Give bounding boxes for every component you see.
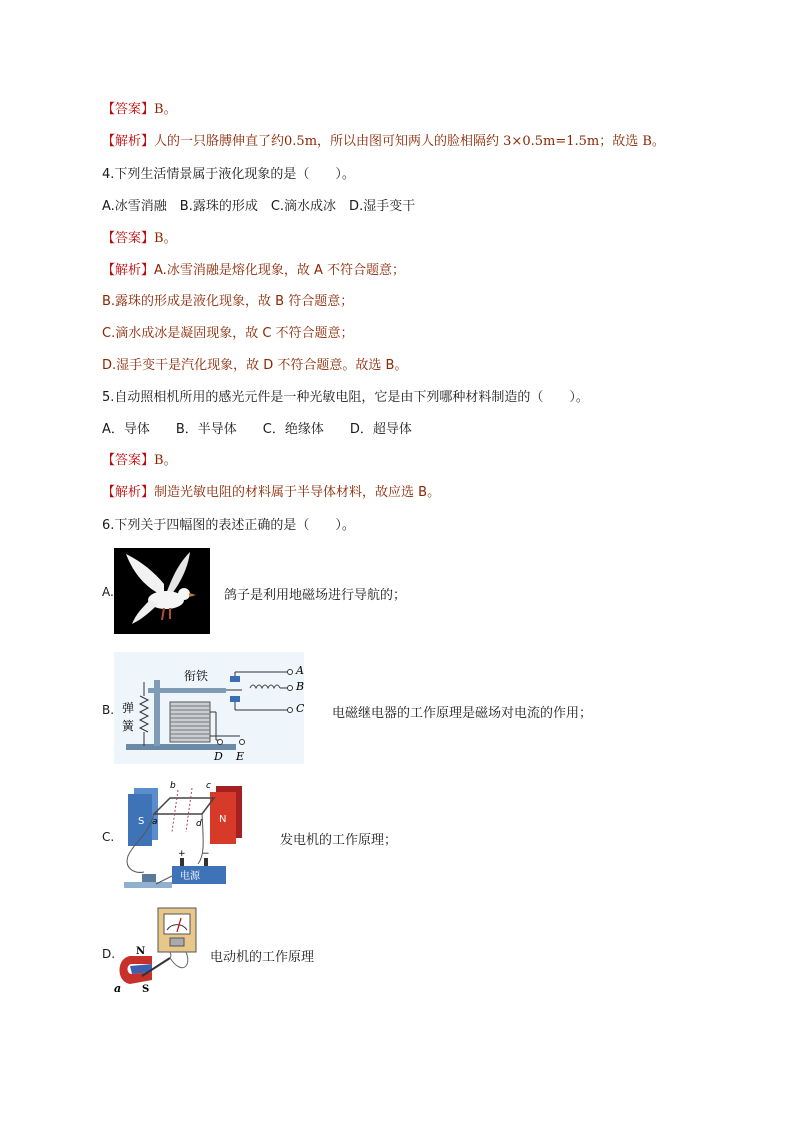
relay-terminal-a: A: [296, 664, 304, 677]
analysis-text: 制造光敏电阻的材料属于半导体材料，故应选 B。: [154, 485, 441, 500]
magnet-pole-s: S: [138, 816, 145, 827]
q6-question: 6.下列关于四幅图的表述正确的是（ ）。: [102, 518, 355, 533]
power-label: 电源: [180, 871, 200, 882]
q4-analysis-d: D.湿手变干是汽化现象，故 D 不符合题意。故选 B。: [102, 358, 408, 373]
q4-question: 4.下列生活情景属于液化现象的是（ ）。: [102, 167, 355, 182]
q4-options: A.冰雪消融 B.露珠的形成 C.滴水成冰 D.湿手变干: [102, 199, 416, 214]
coil-label-a: a: [152, 817, 158, 827]
analysis-text: A.冰雪消融是熔化现象，故 A 不符合题意；: [154, 263, 405, 278]
coil-label-d: d: [196, 819, 202, 829]
relay-terminal-b: B: [296, 680, 304, 693]
answer-value: B。: [154, 231, 177, 246]
q6-option-c-letter: C.: [102, 830, 115, 844]
q4-analysis-b: B.露珠的形成是液化现象，故 B 符合题意；: [102, 294, 354, 309]
dove-icon: [114, 548, 210, 634]
q6-option-d-letter: D.: [102, 947, 116, 961]
q4-answer: [102, 230, 177, 248]
wire-end-a: a: [114, 982, 122, 995]
q6-option-c-text: 发电机的工作原理；: [280, 833, 398, 848]
relay-armature-label: 衔铁: [184, 669, 209, 683]
q3-analysis: [102, 133, 665, 151]
q3-answer: [102, 101, 177, 119]
q5-answer: [102, 452, 177, 470]
motor-coil-diagram: [114, 776, 254, 898]
answer-tag: 【答案】: [102, 453, 155, 468]
q6-option-b-text: 电磁继电器的工作原理是磁场对电流的作用；: [332, 706, 593, 721]
power-plus: +: [178, 849, 186, 859]
horseshoe-pole-n: N: [136, 946, 146, 957]
relay-spring-label-1: 弹: [122, 701, 135, 715]
analysis-tag: 【解析】: [102, 485, 155, 500]
q6-option-a-letter: A.: [102, 585, 114, 599]
generator-diagram: [112, 906, 208, 996]
q6-option-a-text: 鸽子是利用地磁场进行导航的；: [224, 588, 407, 603]
q5-analysis: [102, 484, 440, 502]
power-minus: −: [202, 849, 210, 859]
horseshoe-pole-s: S: [142, 984, 150, 995]
answer-value: B。: [154, 102, 177, 117]
relay-terminal-c: C: [296, 702, 304, 715]
answer-tag: 【答案】: [102, 102, 155, 117]
analysis-text: 人的一只胳膊伸直了约0.5m，所以由图可知两人的脸相隔约 3×0.5m=1.5m；故选 B。: [154, 134, 665, 149]
magnet-pole-n: N: [219, 814, 227, 825]
relay-terminal-d: D: [214, 750, 223, 763]
coil-label-c: c: [206, 781, 211, 791]
dove-image: [114, 548, 210, 634]
analysis-tag: 【解析】: [102, 263, 155, 278]
q6-option-b-letter: B.: [102, 703, 115, 717]
q5-question: 5.自动照相机所用的感光元件是一种光敏电阻，它是由下列哪种材料制造的（ ）。: [102, 390, 589, 405]
relay-terminal-e: E: [236, 750, 245, 763]
q6-option-d-text: 电动机的工作原理: [210, 950, 315, 965]
q5-options: A．导体 B．半导体 C．绝缘体 D．超导体: [102, 422, 412, 437]
relay-diagram: [114, 652, 304, 764]
answer-value: B。: [154, 453, 177, 468]
answer-tag: 【答案】: [102, 231, 155, 246]
q4-analysis-c: C.滴水成冰是凝固现象，故 C 不符合题意；: [102, 326, 354, 341]
coil-label-b: b: [170, 781, 176, 791]
analysis-tag: 【解析】: [102, 134, 155, 149]
relay-spring-label-2: 簧: [122, 719, 135, 733]
q4-analysis-a: [102, 262, 405, 280]
